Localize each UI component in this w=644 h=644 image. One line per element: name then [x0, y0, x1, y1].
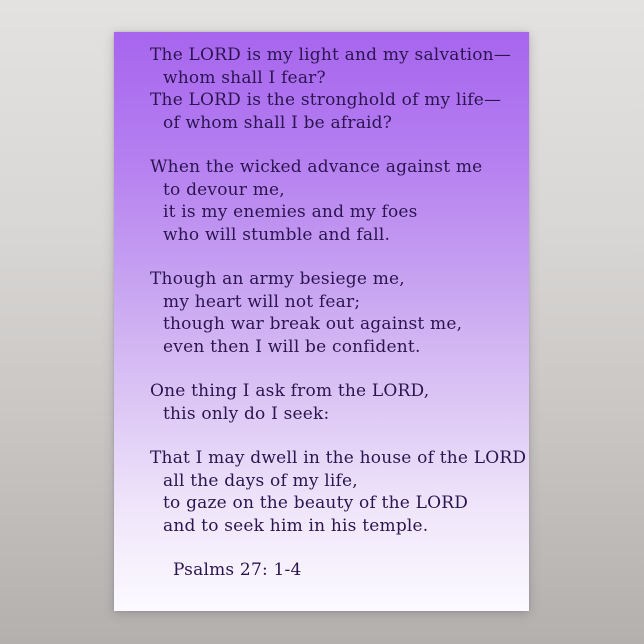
psalm-line: even then I will be confident.: [163, 336, 421, 357]
psalm-line: to devour me,: [163, 179, 285, 200]
psalm-line: When the wicked advance against me: [150, 157, 483, 177]
psalm-line: all the days of my life,: [163, 470, 358, 491]
psalm-poster: [114, 32, 529, 611]
psalm-line: this only do I seek:: [163, 403, 330, 424]
scripture-reference: Psalms 27: 1-4: [173, 560, 302, 580]
stanza: [114, 156, 529, 246]
psalm-line: That I may dwell in the house of the LORD: [150, 448, 527, 468]
stanza: [114, 380, 529, 425]
psalm-line: The LORD is the stronghold of my life—: [150, 90, 502, 110]
stanza: [114, 268, 529, 358]
psalm-line: and to seek him in his temple.: [163, 515, 429, 536]
psalm-line: of whom shall I be afraid?: [163, 112, 393, 133]
stanza: [114, 447, 529, 537]
psalm-line: The LORD is my light and my salvation—: [150, 45, 512, 65]
psalm-line: One thing I ask from the LORD,: [150, 381, 430, 401]
psalm-line: it is my enemies and my foes: [163, 202, 418, 222]
psalm-line: Though an army besiege me,: [150, 269, 405, 289]
stanza: [114, 44, 529, 134]
psalm-line: to gaze on the beauty of the LORD: [163, 493, 469, 513]
psalm-text-block: [114, 32, 529, 582]
psalm-line: my heart will not fear;: [163, 291, 361, 312]
psalm-line: though war break out against me,: [163, 314, 463, 334]
psalm-line: whom shall I fear?: [163, 67, 326, 88]
psalm-line: who will stumble and fall.: [163, 224, 391, 245]
